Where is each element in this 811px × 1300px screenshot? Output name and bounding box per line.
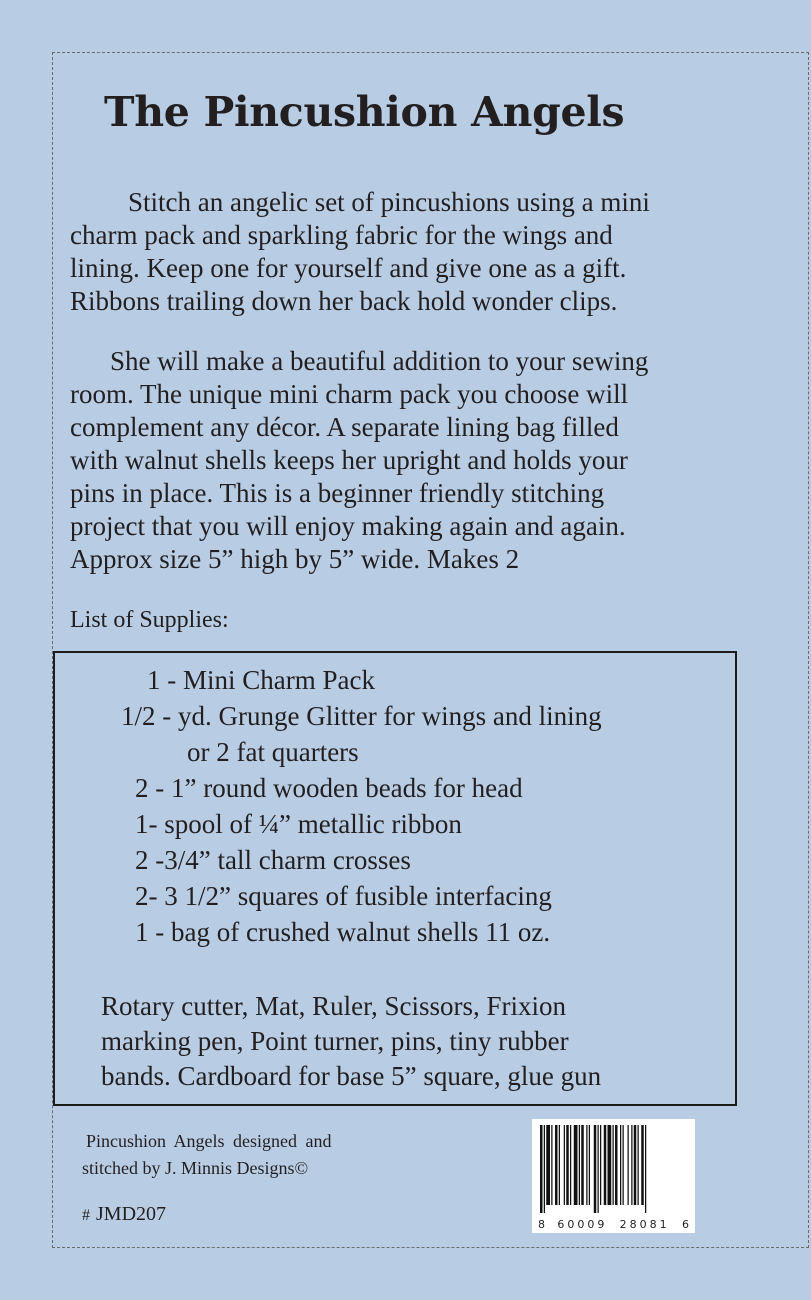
- product-code-value: JMD207: [96, 1203, 167, 1225]
- barcode-bar: [579, 1125, 580, 1205]
- description-line: complement any décor. A separate lining bag filled: [70, 412, 619, 442]
- product-code-hash: #: [82, 1207, 90, 1224]
- barcode-bar: [598, 1125, 599, 1213]
- intro-line: charm pack and sparkling fabric for the wings and: [70, 220, 613, 250]
- barcode-bar: [551, 1125, 552, 1205]
- intro-paragraph: [70, 186, 650, 318]
- credit-line: Pincushion Angels designed and: [86, 1131, 332, 1151]
- barcode-bar: [634, 1125, 637, 1205]
- supply-item: or 2 fat quarters: [187, 737, 359, 767]
- supply-item: 1 - bag of crushed walnut shells 11 oz.: [135, 917, 551, 947]
- barcode-bar: [540, 1125, 543, 1213]
- barcode-bar: [555, 1125, 558, 1205]
- designer-credit: [82, 1128, 331, 1182]
- barcode-bar: [613, 1125, 614, 1205]
- supply-item: 1 - Mini Charm Pack: [147, 665, 375, 695]
- barcode-bar: [615, 1125, 618, 1205]
- barcode-digit-last: 6: [681, 1218, 689, 1231]
- supply-item: 1- spool of ¼” metallic ribbon: [135, 809, 462, 839]
- supply-item: 1/2 - yd. Grunge Glitter for wings and lining: [121, 701, 602, 731]
- barcode-bar: [566, 1125, 569, 1205]
- credit-line: stitched by J. Minnis Designs©: [82, 1158, 309, 1178]
- barcode-bar: [641, 1125, 644, 1205]
- intro-line: Stitch an angelic set of pincushions using a mini: [128, 187, 650, 217]
- barcode-bars-icon: [540, 1125, 687, 1213]
- description-line: She will make a beautiful addition to your sewing: [110, 346, 649, 376]
- intro-line: lining. Keep one for yourself and give one as a gift.: [70, 253, 627, 283]
- tools-line: bands. Cardboard for base 5” square, glue gun: [101, 1061, 602, 1091]
- intro-line: Ribbons trailing down her back hold wonder clips.: [70, 286, 618, 316]
- description-line: pins in place. This is a beginner friendly stitching: [70, 478, 605, 508]
- barcode-bar: [564, 1125, 565, 1205]
- barcode: [532, 1119, 695, 1233]
- supply-item: 2- 3 1/2” squares of fusible interfacing: [135, 881, 552, 911]
- barcode-bar: [581, 1125, 584, 1205]
- page-title: The Pincushion Angels: [104, 88, 625, 136]
- barcode-digits-right: 28081: [619, 1218, 670, 1231]
- description-line: with walnut shells keeps her upright and holds your: [70, 445, 628, 475]
- supplies-box: [53, 651, 737, 1106]
- description-paragraph: [70, 345, 648, 576]
- barcode-bar: [623, 1125, 624, 1205]
- barcode-bar: [559, 1125, 560, 1205]
- barcode-bar: [620, 1125, 621, 1205]
- description-line: room. The unique mini charm pack you choose will: [70, 379, 629, 409]
- barcode-digits-left: 60009: [557, 1218, 608, 1231]
- supplies-heading: List of Supplies:: [70, 607, 229, 633]
- barcode-bar: [628, 1125, 629, 1205]
- barcode-bar: [631, 1125, 632, 1205]
- barcode-bar: [586, 1125, 587, 1205]
- supply-item: 2 -3/4” tall charm crosses: [135, 845, 411, 875]
- barcode-bar: [608, 1125, 612, 1205]
- description-line: Approx size 5” high by 5” wide. Makes 2: [70, 544, 520, 574]
- tools-line: Rotary cutter, Mat, Ruler, Scissors, Frixion: [101, 991, 567, 1021]
- barcode-bar: [645, 1125, 646, 1213]
- barcode-bar: [600, 1125, 601, 1205]
- barcode-bar: [594, 1125, 597, 1213]
- barcode-bar: [546, 1125, 550, 1205]
- barcode-digits: [538, 1218, 689, 1231]
- barcode-bar: [589, 1125, 590, 1205]
- barcode-bar: [544, 1125, 545, 1213]
- tools-line: marking pen, Point turner, pins, tiny rubber: [101, 1026, 569, 1056]
- barcode-digit-first: 8: [538, 1218, 545, 1231]
- supply-item: 2 - 1” round wooden beads for head: [135, 773, 523, 803]
- product-code: [82, 1203, 166, 1226]
- description-line: project that you will enjoy making again and again.: [70, 511, 626, 541]
- barcode-bar: [570, 1125, 571, 1205]
- tools-paragraph: [101, 989, 601, 1094]
- barcode-bar: [604, 1125, 607, 1205]
- barcode-bar: [574, 1125, 578, 1205]
- barcode-bar: [638, 1125, 639, 1205]
